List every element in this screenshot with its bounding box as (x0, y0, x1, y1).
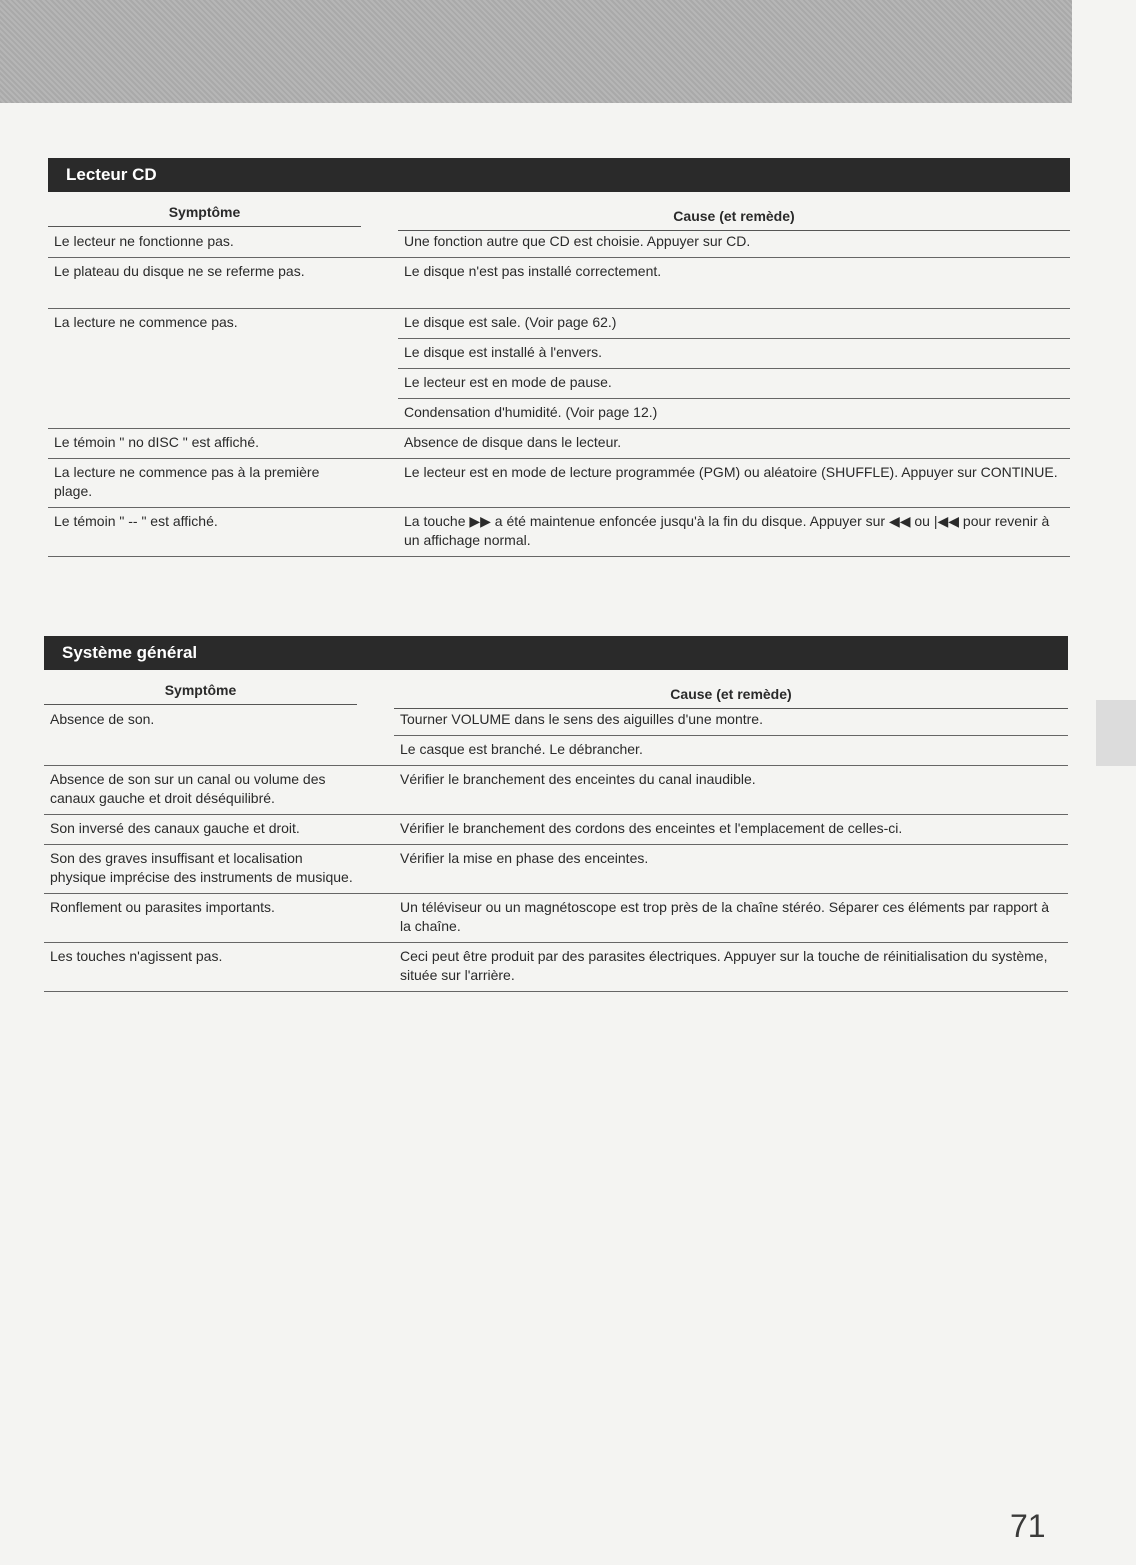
table-row (44, 942, 1068, 991)
table-row (48, 228, 1070, 257)
symptom-cell: La lecture ne commence pas à la première plage. (54, 464, 320, 499)
cause-line: Le casque est branché. Le débrancher. (394, 735, 1068, 765)
symptom-cell: Absence de son. (50, 711, 155, 727)
table-row (44, 706, 1068, 765)
table-row (48, 308, 1070, 428)
cause-line: Ceci peut être produit par des parasites électriques. Appuyer sur la touche de réinitialisation du système, située sur l'arrière. (400, 948, 1048, 983)
cause-line: Le lecteur est en mode de pause. (398, 368, 1070, 398)
symptom-cell: Le lecteur ne fonctionne pas. (54, 233, 234, 249)
symptom-header: Symptôme (44, 682, 357, 705)
cause-cell (394, 943, 1068, 991)
cause-line: Absence de disque dans le lecteur. (404, 434, 622, 450)
table-row (44, 893, 1068, 942)
page-edge-tab (1096, 700, 1136, 766)
troubleshooting-table (44, 706, 1068, 992)
top-decorative-band (0, 0, 1072, 103)
cause-line: Vérifier la mise en phase des enceintes. (400, 850, 649, 866)
cause-line: Le disque n'est pas installé correctement. (404, 263, 662, 279)
table-header (44, 670, 1068, 706)
symptom-cell: Le témoin " no dISC " est affiché. (54, 434, 260, 450)
cause-cell (394, 815, 1068, 844)
cause-line: Condensation d'humidité. (Voir page 12.) (398, 398, 1070, 428)
cause-cell (394, 766, 1068, 814)
symptom-cell: Le plateau du disque ne se referme pas. (54, 263, 305, 279)
troubleshooting-table (48, 228, 1070, 557)
cause-line: Le disque est sale. (Voir page 62.) (404, 314, 617, 330)
table-bottom-rule (44, 991, 1068, 992)
cause-cell (398, 459, 1070, 507)
cd-player-section (48, 158, 1070, 557)
symptom-cell: Son des graves insuffisant et localisation physique imprécise des instruments de musique. (50, 850, 353, 885)
cause-line: Le lecteur est en mode de lecture programmée (PGM) ou aléatoire (SHUFFLE). Appuyer sur CONTINUE. (404, 464, 1058, 480)
symptom-cell: Les touches n'agissent pas. (50, 948, 223, 964)
general-system-section (44, 636, 1068, 992)
page-number: 71 (1010, 1508, 1046, 1544)
cause-line: Tourner VOLUME dans le sens des aiguilles d'une montre. (400, 711, 763, 727)
cause-cell (398, 429, 1070, 458)
table-row (44, 765, 1068, 814)
cause-header: Cause (et remède) (394, 686, 1068, 709)
cause-cell (398, 309, 1070, 428)
symptom-header: Symptôme (48, 204, 361, 227)
table-row (44, 844, 1068, 893)
symptom-cell: Absence de son sur un canal ou volume des canaux gauche et droit déséquilibré. (50, 771, 326, 806)
cause-line: Un téléviseur ou un magnétoscope est trop près de la chaîne stéréo. Séparer ces éléments par rapport à la chaîne. (400, 899, 1050, 934)
cause-line: Une fonction autre que CD est choisie. Appuyer sur CD. (404, 233, 751, 249)
cause-cell (398, 228, 1070, 257)
section-title-bar: Lecteur CD (48, 158, 1070, 192)
cause-cell (398, 258, 1070, 308)
section-title-bar: Système général (44, 636, 1068, 670)
cause-line: La touche ▶▶ a été maintenue enfoncée jusqu'à la fin du disque. Appuyer sur ◀◀ ou |◀◀ pour revenir à un affichage normal. (404, 513, 1050, 548)
cause-header: Cause (et remède) (398, 208, 1070, 231)
cause-cell (394, 706, 1068, 765)
table-bottom-rule (48, 556, 1070, 557)
symptom-cell: La lecture ne commence pas. (54, 314, 238, 330)
cause-line: Vérifier le branchement des enceintes du canal inaudible. (400, 771, 756, 787)
cause-cell (398, 508, 1070, 556)
symptom-cell: Le témoin " -- " est affiché. (54, 513, 218, 529)
cause-line: Vérifier le branchement des cordons des enceintes et l'emplacement de celles-ci. (400, 820, 903, 836)
table-header (48, 192, 1070, 228)
table-row (48, 257, 1070, 308)
cause-cell (394, 894, 1068, 942)
table-row (48, 507, 1070, 556)
cause-cell (394, 845, 1068, 893)
symptom-cell: Son inversé des canaux gauche et droit. (50, 820, 300, 836)
cause-line: Le disque est installé à l'envers. (398, 338, 1070, 368)
table-row (44, 814, 1068, 844)
symptom-cell: Ronflement ou parasites importants. (50, 899, 275, 915)
table-row (48, 458, 1070, 507)
table-row (48, 428, 1070, 458)
